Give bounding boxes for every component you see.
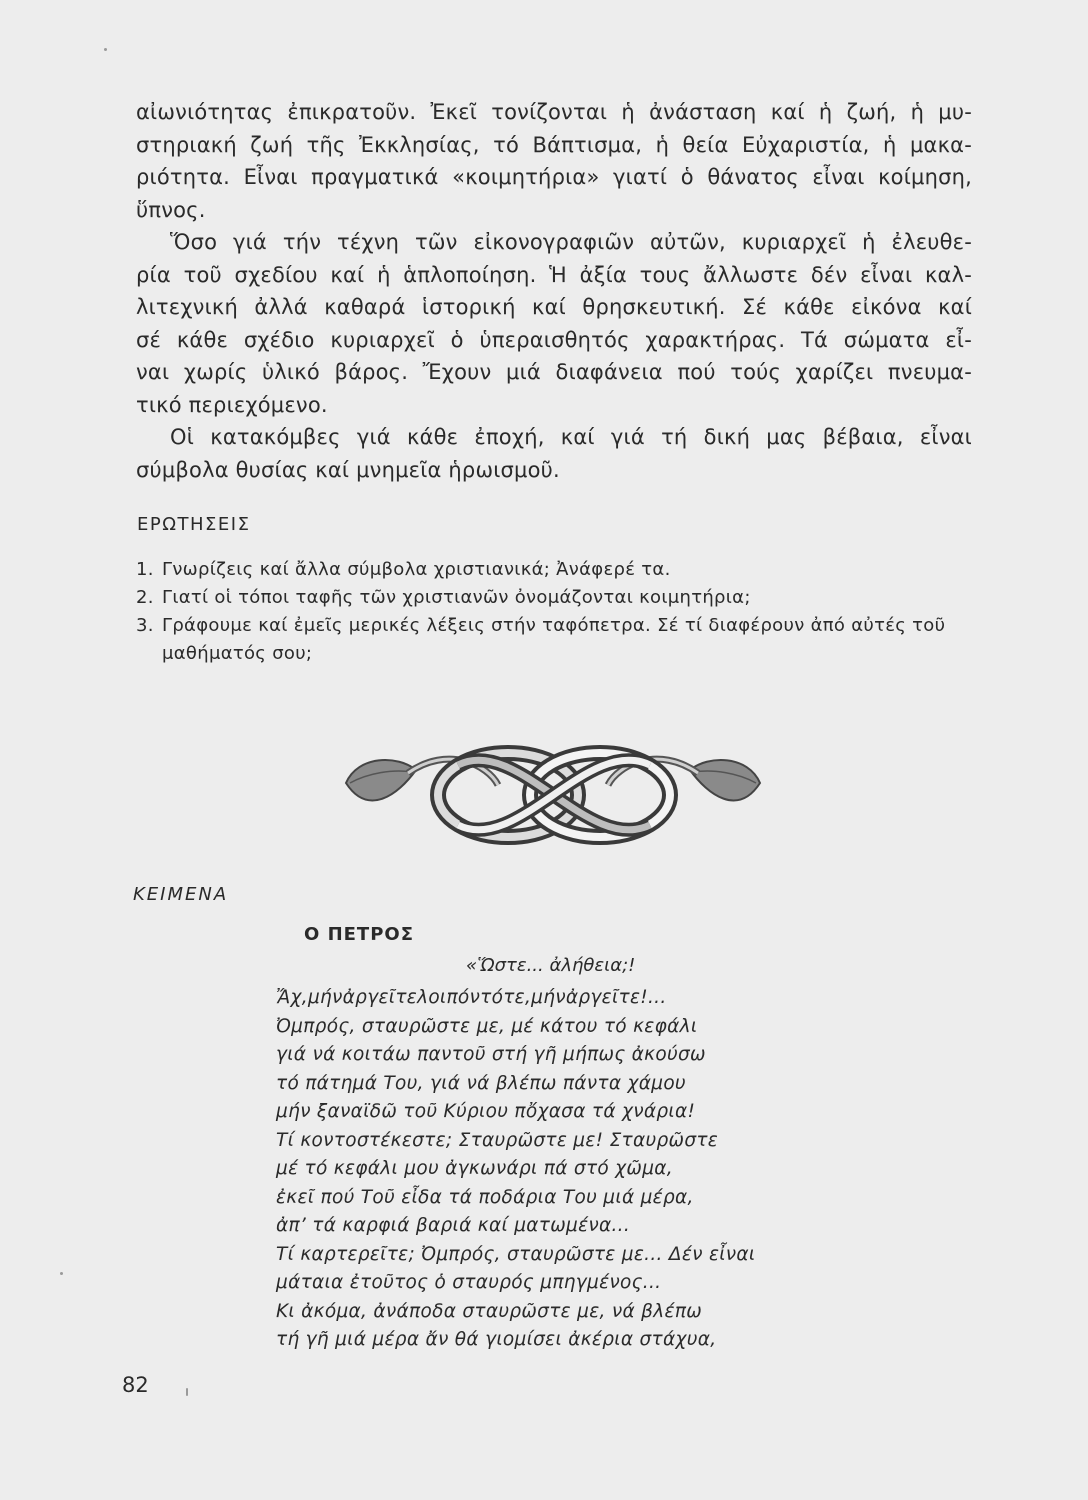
scan-speck: [104, 48, 107, 51]
poem-line: Τί καρτερεῖτε; Ὀμπρός, σταυρῶστε με... Δέν εἶναι: [276, 1243, 756, 1265]
poem-line: ἐκεῖ πού Τοῦ εἶδα τά ποδάρια Του μιά μέρα,: [276, 1186, 694, 1208]
poem-line: Τί κοντοστέκεστε; Σταυρῶστε με! Σταυρῶστε: [276, 1129, 719, 1151]
poem-line: ἀπ’ τά καρφιά βαριά καί ματωμένα...: [276, 1215, 631, 1236]
text-line: στηριακή ζωή τῆς Ἐκκλησίας, τό Βάπτισμα, ἡ θεία Εὐχαριστία, ἡ μακα-: [136, 132, 972, 157]
body-text: [136, 96, 972, 486]
text-line: Ὅσο γιά τήν τέχνη τῶν εἰκονογραφιῶν αὐτῶν, κυριαρχεῖ ἡ ἐλευθε-: [170, 230, 972, 254]
poem-line: τή γῆ μιά μέρα ἄν θά γιομίσει ἀκέρια στάχυα,: [276, 1329, 717, 1350]
poem-line: γιά νά κοιτάω παντοῦ στή γῆ μήπως ἀκούσω: [276, 1044, 706, 1065]
text-line: ριότητα. Εἶναι πραγματικά «κοιμητήρια» γιατί ὁ θάνατος εἶναι κοίμηση,: [136, 165, 972, 189]
text-line: αἰωνιότητας ἐπικρατοῦν. Ἐκεῖ τονίζονται ἡ ἀνάσταση καί ἡ ζωή, ἡ μυ-: [136, 100, 972, 124]
question-text: Γράφουμε καί ἐμεῖς μερικές λέξεις στήν ταφόπετρα. Σέ τί διαφέρουν ἀπό αὐτές τοῦ μαθήματός σου;: [162, 615, 946, 664]
question-item: [136, 584, 976, 612]
question-item: [136, 556, 976, 584]
poem-line: Ἄχ,μήνἀργεῖτελοιπόντότε,μήνἀργεῖτε!...: [276, 987, 667, 1008]
poem-line: μήν ξαναϊδῶ τοῦ Κύριου πὄχασα τά χνάρια!: [276, 1101, 696, 1122]
question-item: [136, 612, 976, 668]
poem-line: τό πάτημά Του, γιά νά βλέπω πάντα χάμου: [276, 1072, 686, 1094]
paragraph-3: [136, 421, 972, 486]
question-number: 2.: [136, 587, 154, 608]
poem-line: Κι ἀκόμα, ἀνάποδα σταυρῶστε με, νά βλέπω: [276, 1300, 703, 1322]
text-line: ναι χωρίς ὑλικό βάρος. Ἔχουν μιά διαφάνεια πού τούς χαρίζει πνευμα-: [136, 360, 972, 384]
paragraph-1: [136, 96, 972, 226]
poem-line: Ὀμπρός, σταυρῶστε με, μέ κάτου τό κεφάλι: [276, 1015, 698, 1037]
poem-epigraph: «Ὥστε... ἀλήθεια;!: [466, 955, 636, 976]
poem-body: [276, 984, 836, 1355]
question-number: 3.: [136, 615, 154, 636]
scan-speck: [60, 1272, 63, 1275]
text-line: σέ κάθε σχέδιο κυριαρχεῖ ὁ ὑπεραισθητός χαρακτήρας. Τά σώματα εἶ-: [136, 327, 972, 352]
text-line: ρία τοῦ σχεδίου καί ἡ ἁπλοποίηση. Ἡ ἀξία τους ἄλλωστε δέν εἶναι καλ-: [136, 262, 972, 287]
question-text: Γνωρίζεις καί ἄλλα σύμβολα χριστιανικά; Ἀνάφερέ τα.: [162, 559, 671, 580]
poem-line: μέ τό κεφάλι μου ἀγκωνάρι πά στό χῶμα,: [276, 1158, 673, 1179]
questions-list: [136, 556, 976, 668]
poem-line: μάταια ἐτοῦτος ὁ σταυρός μπηγμένος...: [276, 1272, 662, 1293]
text-line: τικό περιεχόμενο.: [136, 392, 328, 417]
text-line: λιτεχνική ἀλλά καθαρά ἱστορική καί θρησκευτική. Σέ κάθε εἰκόνα καί: [136, 295, 972, 319]
question-number: 1.: [136, 559, 154, 580]
scan-speck: [186, 1388, 188, 1396]
paragraph-2: [136, 226, 972, 421]
question-text: Γιατί οἱ τόποι ταφῆς τῶν χριστιανῶν ὀνομάζονται κοιμητήρια;: [162, 587, 751, 608]
text-line: σύμβολα θυσίας καί μνημεῖα ἡρωισμοῦ.: [136, 457, 560, 482]
section-label: ΚΕΙΜΕΝΑ: [133, 884, 229, 905]
ornament-knot-icon: [338, 725, 768, 860]
questions-heading: ΕΡΩΤΗΣΕΙΣ: [137, 514, 251, 535]
page-number: 82: [122, 1373, 149, 1397]
poem-title: Ο ΠΕΤΡΟΣ: [304, 924, 414, 945]
text-line: ὕπνος.: [136, 197, 206, 222]
text-line: Οἱ κατακόμβες γιά κάθε ἐποχή, καί γιά τή δική μας βέβαια, εἶναι: [170, 425, 972, 449]
